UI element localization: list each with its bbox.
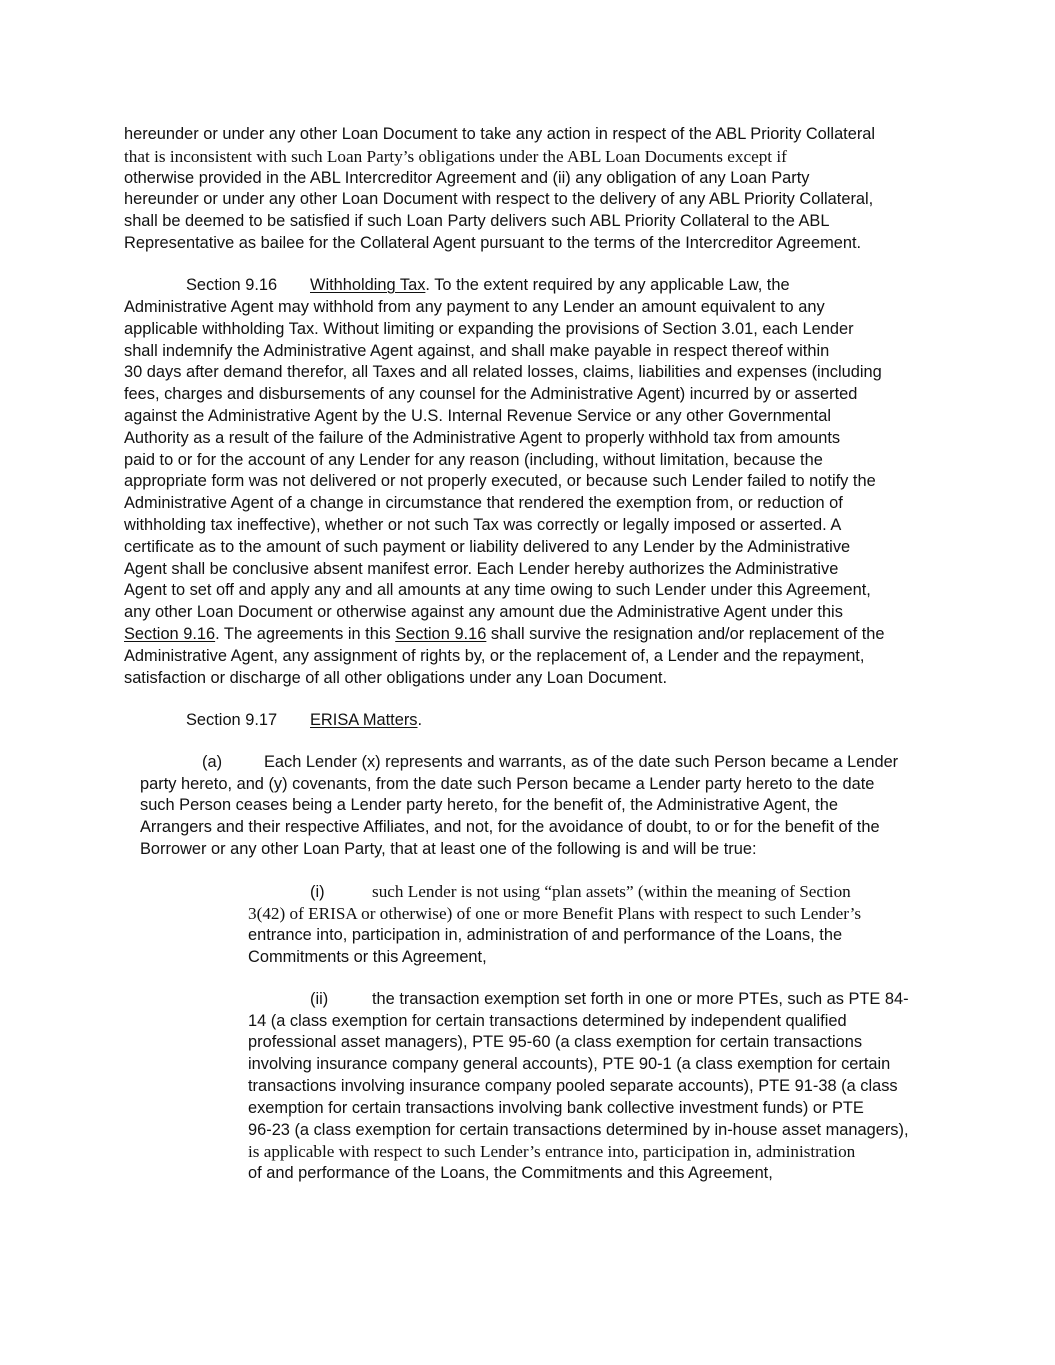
text-span: . The agreements in this xyxy=(215,624,396,643)
section-9-17-heading xyxy=(124,710,939,732)
text-line: involving insurance company general accounts), PTE 90-1 (a class exemption for certain xyxy=(248,1055,891,1074)
text-line: Authority as a result of the failure of the Administrative Agent to properly withhold tax from amounts xyxy=(124,428,841,447)
text-line: is applicable with respect to such Lender’s entrance into, participation in, administration xyxy=(248,1142,856,1162)
section-9-16 xyxy=(124,275,939,689)
section-title: ERISA Matters xyxy=(310,710,418,729)
subparagraph-i xyxy=(124,881,939,968)
document-page xyxy=(124,124,939,1185)
subparagraph-i-first-line xyxy=(248,881,939,903)
text-line: applicable withholding Tax. Without limiting or expanding the provisions of Section 3.01, each Lender xyxy=(124,319,854,338)
text-line: certificate as to the amount of such payment or liability delivered to any Lender by the Administrative xyxy=(124,537,851,556)
text-line: 96-23 (a class exemption for certain transactions determined by in-house asset managers), xyxy=(248,1120,909,1139)
subparagraph-label: (i) xyxy=(310,883,325,902)
paragraph-a-first-line xyxy=(140,752,939,774)
text-line: against the Administrative Agent by the U.S. Internal Revenue Service or any other Governmental xyxy=(124,406,832,425)
text-line: 30 days after demand therefor, all Taxes and all related losses, claims, liabilities and expenses (including xyxy=(124,363,882,382)
section-reference: Section 9.16 xyxy=(395,624,487,643)
text-line: fees, charges and disbursements of any counsel for the Administrative Agent) incurred by or asserted xyxy=(124,385,858,404)
text-line: otherwise provided in the ABL Intercreditor Agreement and (ii) any obligation of any Loan Party xyxy=(124,168,810,187)
text-line: party hereto, and (y) covenants, from the date such Person became a Lender party hereto to the date xyxy=(140,774,875,793)
text-span: such Lender is not using “plan assets” (within the meaning of Section xyxy=(372,882,851,902)
text-line: transactions involving insurance company pooled separate accounts), PTE 91-38 (a class xyxy=(248,1077,898,1096)
text-line: Representative as bailee for the Collateral Agent pursuant to the terms of the Intercreditor Agreement. xyxy=(124,233,862,252)
section-9-16-heading-line xyxy=(124,275,939,297)
text-line: professional asset managers), PTE 95-60 (a class exemption for certain transactions xyxy=(248,1033,863,1052)
text-span: . xyxy=(417,710,423,729)
text-line: exemption for certain transactions involving bank collective investment funds) or PTE xyxy=(248,1098,864,1117)
section-number: Section 9.17 xyxy=(186,710,278,729)
text-span: Each Lender (x) represents and warrants, as of the date such Person became a Lender xyxy=(264,752,899,771)
subparagraph-ii xyxy=(124,989,939,1185)
text-line: shall be deemed to be satisfied if such Loan Party delivers such ABL Priority Collateral to the ABL xyxy=(124,212,830,231)
paragraph-label: (a) xyxy=(202,752,223,771)
text-line: Arrangers and their respective Affiliates, and not, for the avoidance of doubt, to or for the benefit of the xyxy=(140,818,880,837)
section-number: Section 9.16 xyxy=(186,276,278,295)
text-line xyxy=(124,624,939,646)
subparagraph-label: (ii) xyxy=(310,989,329,1008)
text-line: 14 (a class exemption for certain transactions determined by independent qualified xyxy=(248,1011,847,1030)
text-line: appropriate form was not delivered or not properly executed, or because such Lender failed to notify the xyxy=(124,472,876,491)
text-line: that is inconsistent with such Loan Party’s obligations under the ABL Loan Documents except if xyxy=(124,146,787,166)
text-line: such Person ceases being a Lender party hereto, for the benefit of, the Administrative Agent, the xyxy=(140,796,838,815)
text-line: entrance into, participation in, administration of and performance of the Loans, the xyxy=(248,925,843,944)
text-line: any other Loan Document or otherwise against any amount due the Administrative Agent under this xyxy=(124,603,843,622)
text-line: satisfaction or discharge of all other obligations under any Loan Document. xyxy=(124,668,668,687)
text-line: hereunder or under any other Loan Document with respect to the delivery of any ABL Priority Collateral, xyxy=(124,190,874,209)
text-line: Administrative Agent, any assignment of rights by, or the replacement of, a Lender and the repayment, xyxy=(124,646,865,665)
section-reference: Section 9.16 xyxy=(124,624,216,643)
text-line: Agent to set off and apply any and all amounts at any time owing to such Lender under this Agreement, xyxy=(124,581,871,600)
text-span: the transaction exemption set forth in one or more PTEs, such as PTE 84- xyxy=(372,989,909,1008)
text-line: Administrative Agent of a change in circumstance that rendered the exemption from, or reduction of xyxy=(124,494,843,513)
text-span: shall survive the resignation and/or replacement of the xyxy=(486,624,885,643)
text-line: Administrative Agent may withhold from any payment to any Lender an amount equivalent to any xyxy=(124,297,825,316)
text-span: . To the extent required by any applicable Law, the xyxy=(425,276,790,295)
text-line: paid to or for the account of any Lender for any reason (including, without limitation, because the xyxy=(124,450,823,469)
text-line: Commitments or this Agreement, xyxy=(248,947,487,966)
text-line: Borrower or any other Loan Party, that at least one of the following is and will be true: xyxy=(140,840,757,859)
paragraph-a xyxy=(124,752,939,861)
subparagraph-ii-first-line xyxy=(248,989,939,1011)
text-line: withholding tax ineffective), whether or not such Tax was correctly or legally imposed or asserted. A xyxy=(124,515,842,534)
carryover-paragraph xyxy=(124,124,939,255)
text-line: hereunder or under any other Loan Document to take any action in respect of the ABL Priority Collateral xyxy=(124,125,876,143)
text-line: shall indemnify the Administrative Agent against, and shall make payable in respect thereof within xyxy=(124,341,830,360)
text-line: 3(42) of ERISA or otherwise) of one or more Benefit Plans with respect to such Lender’s xyxy=(248,904,862,924)
section-title: Withholding Tax xyxy=(310,276,426,295)
text-line: Agent shall be conclusive absent manifest error. Each Lender hereby authorizes the Administrative xyxy=(124,559,839,578)
text-line: of and performance of the Loans, the Commitments and this Agreement, xyxy=(248,1164,773,1183)
